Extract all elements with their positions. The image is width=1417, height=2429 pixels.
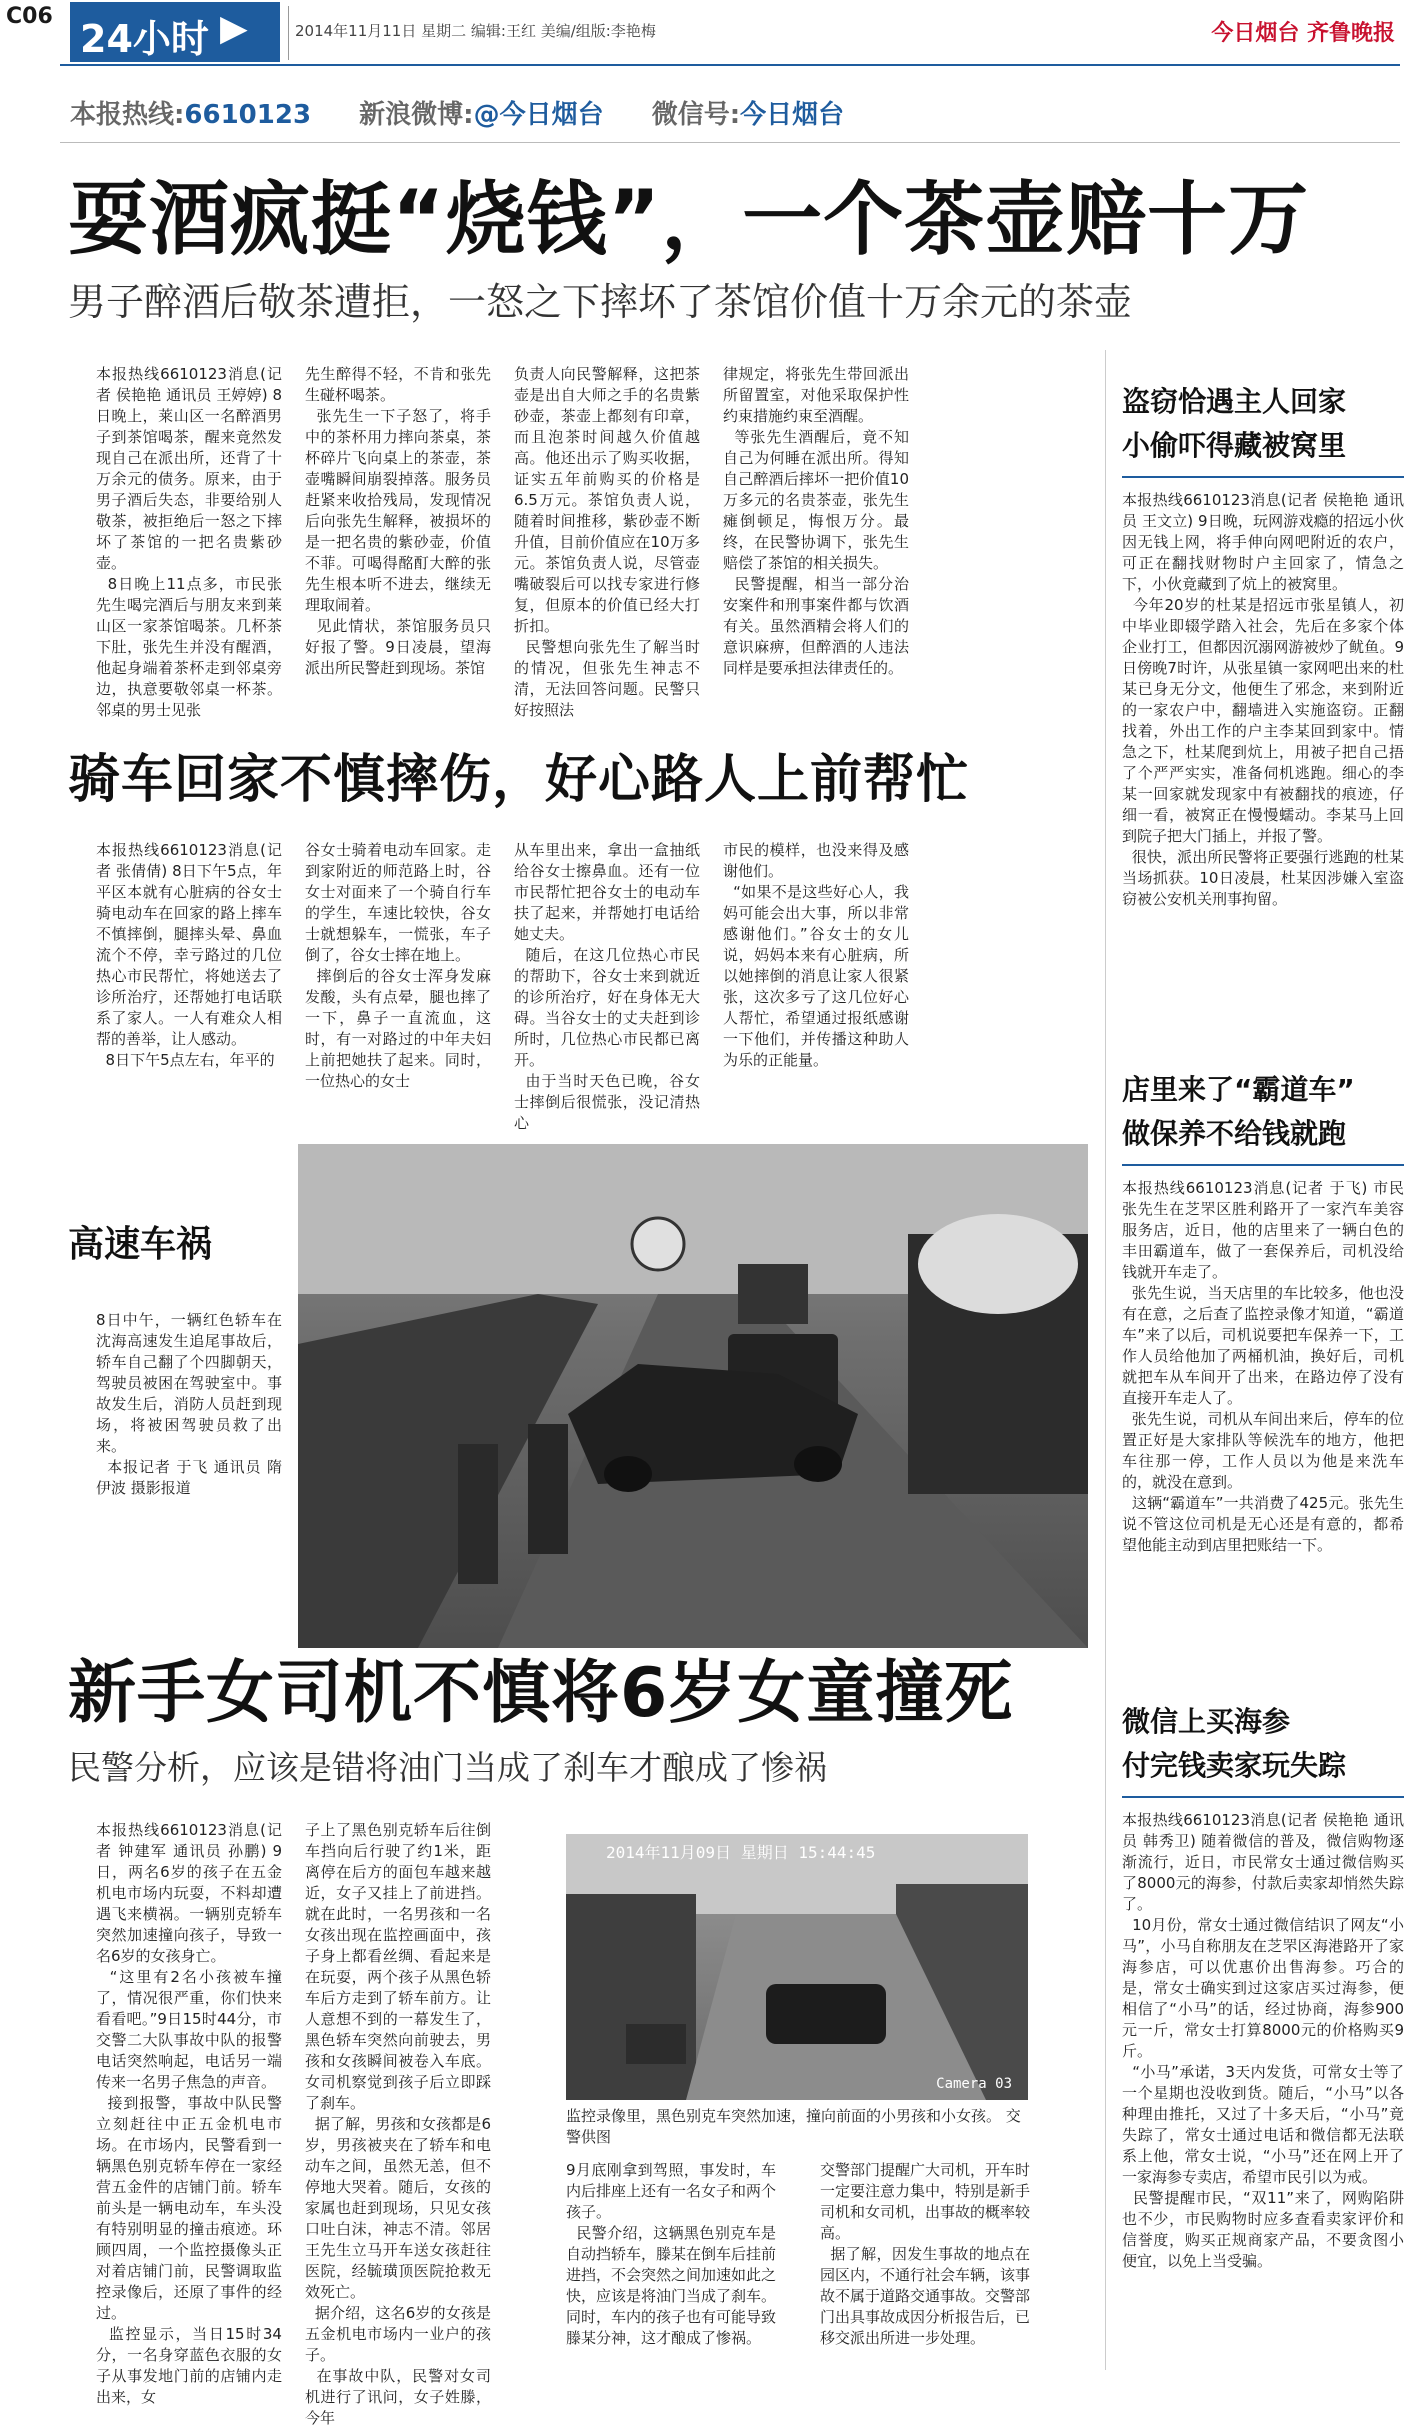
accident-photo-illustration	[298, 1144, 1088, 1648]
sidebar-item-3-title: 微信上买海参 付完钱卖家玩失踪	[1122, 1705, 1347, 1782]
hotline-number: 6610123	[184, 100, 312, 130]
section-tag	[70, 2, 280, 62]
story2-headline: 骑车回家不慎摔伤，好心路人上前帮忙	[68, 750, 970, 810]
sidebar-divider	[1105, 350, 1106, 2370]
story1-col-3: 负责人向民警解释，这把茶壶是出自大师之手的名贵紫砂壶，茶壶上都刻有印章，而且泡茶时间越久价值越高。他还出示了购买收据，证实五年前购买的价格是6.5万元。茶馆负责人说，随着时间推移，紫砂壶不断升值，目前价值应在10万多元。茶馆负责人说，尽管壶嘴破裂后可以找专家进行修复，但原本的价值已经大打折扣。 民警想向张先生了解当时的情况，但张先生神志不清，无法回答问题。民警只好按照法	[514, 365, 700, 719]
sidebar-item-1	[1122, 380, 1404, 1010]
page-number: C06	[6, 4, 53, 29]
sidebar-item-3-rule	[1122, 1796, 1404, 1798]
hotline-label: 本报热线:	[70, 100, 185, 130]
sidebar-item-1-rule	[1122, 476, 1404, 478]
header-divider	[288, 6, 289, 60]
story1-col-4: 律规定，将张先生带回派出所留置室，对他采取保护性约束措施约束至酒醒。 等张先生酒醒后，竟不知自己为何睡在派出所。得知自己醉酒后摔坏一把价值10万多元的名贵茶壶，张先生瘫倒顿足，悔恨万分。最终，在民警协调下，张先生赔偿了茶馆的相关损失。 民警提醒，相当一部分治安案件和刑事案件都与饮酒有关。虽然酒精会将人们的意识麻痹，但醉酒的人违法同样是要承担法律责任的。	[723, 365, 909, 677]
hotline-rule	[60, 142, 1400, 143]
story3-label: 高速车祸	[68, 1224, 213, 1265]
story2-col-2: 谷女士骑着电动车回家。走到家附近的师范路上时，谷女士对面来了一个骑自行车的学生，车速比较快，谷女士就想躲车，一慌张，车子倒了，谷女士摔在地上。 摔倒后的谷女士浑身发麻发酸，头有点晕，腿也摔了一下，鼻子一直流血，这时，有一对路过的中年夫妇上前把她扶了起来。同时，一位热心的女士	[305, 841, 491, 1090]
story4-subhead: 民警分析，应该是错将油门当成了刹车才酿成了惨祸	[68, 1748, 827, 1787]
story4-col-4: 交警部门提醒广大司机，开车时一定要注意力集中，特别是新手司机和女司机，出事故的概率较高。 据了解，因发生事故的地点在园区内，不通行社会车辆，该事故不属于道路交通事故。交警部门出具事故成因分析报告后，已移交派出所进一步处理。	[820, 2161, 1031, 2347]
sidebar-item-2	[1122, 1068, 1404, 1718]
story4-headline: 新手女司机不慎将6岁女童撞死	[68, 1654, 1014, 1733]
story2-col-4: 市民的模样，也没来得及感谢他们。 “如果不是这些好心人，我妈可能会出大事，所以非常感谢他们。”谷女士的女儿说，妈妈本来有心脏病，所以她摔倒的消息让家人很紧张，这次多亏了这几位好心人帮忙，希望通过报纸感谢一下他们，并传播这种助人为乐的正能量。	[723, 841, 909, 1069]
accident-photo	[298, 1144, 1088, 1648]
section-name: 24小时	[80, 17, 209, 61]
story1-col-1: 本报热线6610123消息(记者 侯艳艳 通讯员 王婷婷) 8日晚上，莱山区一名醉酒男子到茶馆喝茶，醒来竟然发现自己在派出所，还背了十万余元的债务。原来，由于男子酒后失态，非要给别人敬茶，被拒绝后一怒之下摔坏了茶馆的一把名贵紫砂壶。 8日晚上11点多，市民张先生喝完酒后与朋友来到莱山区一家茶馆喝茶。几杯茶下肚，张先生并没有醒酒，他起身端着茶杯走到邻桌旁边，执意要敬邻桌一杯茶。邻桌的男士见张	[96, 365, 282, 719]
story1-headline: 耍酒疯挺“烧钱”，一个茶壶赔十万	[68, 173, 1310, 266]
story3-text: 8日中午，一辆红色轿车在沈海高速发生追尾事故后，轿车自己翻了个四脚朝天，驾驶员被困在驾驶室中。事故发生后，消防人员赶到现场，将被困驾驶员救了出来。 本报记者 于飞 通讯员 隋伊波 摄影报道	[96, 1311, 282, 1497]
sidebar-item-1-title: 盗窃恰遇主人回家 小偷吓得藏被窝里	[1122, 385, 1347, 462]
sidebar-item-1-text: 本报热线6610123消息(记者 侯艳艳 通讯员 王文立) 9日晚，玩网游戏瘾的招远小伙因无钱上网，将手伸向网吧附近的农户，可正在翻找财物时户主回家了，情急之下，小伙竟藏到了炕上的被窝里。 今年20岁的杜某是招远市张星镇人，初中毕业即辍学踏入社会，先后在多家个体企业打工，但都因沉溺网游被炒了鱿鱼。9日傍晚7时许，从张星镇一家网吧出来的杜某已身无分文，他便生了邪念，来到附近的一家农户中，翻墙进入实施盗窃。正翻找着，外出工作的户主李某回到家中。情急之下，杜某爬到炕上，用被子把自己捂了个严严实实，准备伺机逃跑。细心的李某一回家就发现家中有被翻找的痕迹，仔细一看，被窝正在慢慢蠕动。李某马上回到院子把大门插上，并报了警。 很快，派出所民警将正要强行逃跑的杜某当场抓获。10日凌晨，杜某因涉嫌入室盗窃被公安机关刑事拘留。	[1122, 491, 1404, 908]
hotline-bar	[70, 94, 844, 131]
cctv-caption: 监控录像里，黑色别克车突然加速，撞向前面的小男孩和小女孩。 交警供图	[566, 2107, 1021, 2146]
chevron-right-icon: ▶	[220, 8, 248, 49]
story1-subhead: 男子醉酒后敬茶遭拒，一怒之下摔坏了茶馆价值十万余元的茶壶	[68, 280, 1133, 324]
weibo-handle: @今日烟台	[473, 100, 604, 130]
story4-col-1: 本报热线6610123消息(记者 钟建军 通讯员 孙鹏) 9日，两名6岁的孩子在五金机电市场内玩耍，不料却遭遇飞来横祸。一辆别克轿车突然加速撞向孩子，导致一名6岁的女孩身亡。 “这里有2名小孩被车撞了，情况很严重，你们快来看看吧。”9日15时44分，市交警二大队事故中队的报警电话突然响起，电话另一端传来一名男子焦急的声音。 接到报警，事故中队民警立刻赶往中正五金机电市场。在市场内，民警看到一辆黑色别克轿车停在一家经营五金件的店铺门前。轿车前头是一辆电动车，车头没有特别明显的撞击痕迹。环顾四周，一个监控摄像头正对着店铺门前，民警调取监控录像后，还原了事件的经过。 监控显示，当日15时34分，一名身穿蓝色衣服的女子从事发地门前的店铺内走出来，女	[96, 1821, 282, 2406]
header-rule	[60, 64, 1400, 66]
sidebar-item-3-text: 本报热线6610123消息(记者 侯艳艳 通讯员 韩秀卫) 随着微信的普及，微信购物逐渐流行，近日，市民常女士通过微信购买了8000元的海参，付款后卖家却悄然失踪了。 10月份，常女士通过微信结识了网友“小马”，小马自称朋友在芝罘区海港路开了家海参店，可以优惠价出售海参。巧合的是，常女士确实到过这家店买过海参，便相信了“小马”的话，经过协商，海参900元一斤，常女士打算8000元的价格购买9斤。 “小马”承诺，3天内发货，可常女士等了一个星期也没收到货。随后，“小马”以各种理由推托，又过了十多天后，“小马”竟失踪了，常女士通过电话和微信都无法联系上他，常女士说，“小马”还在网上开了一家海参专卖店，希望市民引以为戒。 民警提醒市民，“双11”来了，网购陷阱也不少，市民购物时应多查看卖家评价和信誉度，购买正规商家产品，不要贪图小便宜，以免上当受骗。	[1122, 1811, 1404, 2270]
story2-col-1: 本报热线6610123消息(记者 张倩倩) 8日下午5点，年平区本就有心脏病的谷女士骑电动车在回家的路上摔车不慎摔倒，腿摔头晕、鼻血流个不停，幸亏路过的几位热心市民帮忙，将她送去了诊所治疗，还帮她打电话联系了家人。一人有难众人相帮的善举，让人感动。 8日下午5点左右，年平的	[96, 841, 282, 1069]
story1-col-2: 先生醉得不轻，不肯和张先生碰杯喝茶。 张先生一下子怒了，将手中的茶杯用力摔向茶桌，茶杯碎片飞向桌上的茶壶，茶壶嘴瞬间崩裂掉落。服务员赶紧来收拾残局，发现情况后向张先生解释，被损坏的是一把名贵的紫砂壶，价值不菲。可喝得酩酊大醉的张先生根本听不进去，继续无理取闹着。 见此情状，茶馆服务员只好报了警。9日凌晨，望海派出所民警赶到现场。茶馆	[305, 365, 491, 677]
wechat-label: 微信号:	[651, 100, 741, 130]
cctv-illustration	[566, 1834, 1028, 2100]
cctv-photo	[566, 1834, 1028, 2100]
sidebar-item-2-text: 本报热线6610123消息(记者 于飞) 市民张先生在芝罘区胜利路开了一家汽车美容服务店，近日，他的店里来了一辆白色的丰田霸道车，做了一套保养后，司机没给钱就开车走了。 张先生说，当天店里的车比较多，他也没有在意，之后查了监控录像才知道，“霸道车”来了以后，司机说要把车保养一下，工作人员给他加了两桶机油，换好后，司机就把车从车间开了出来，在路边停了没有直接开车走人了。 张先生说，司机从车间出来后，停车的位置正好是大家排队等候洗车的地方，他把车往那一停，工作人员以为他是来洗车的，就没在意到。 这辆“霸道车”一共消费了425元。张先生说不管这位司机是无心还是有意的，都希望他能主动到店里把账结一下。	[1122, 1179, 1404, 1554]
story4-col-3: 9月底刚拿到驾照，事发时，车内后排座上还有一名女子和两个孩子。 民警介绍，这辆黑色别克车是自动挡轿车，滕某在倒车后挂前进挡，不会突然之间加速如此之快，应该是将油门当成了刹车。同时，车内的孩子也有可能导致滕某分神，这才酿成了惨祸。	[566, 2161, 777, 2347]
sidebar-item-2-rule	[1122, 1164, 1404, 1166]
newspaper-brand: 今日烟台 齐鲁晚报	[1211, 21, 1395, 46]
sidebar-item-2-title: 店里来了“霸道车” 做保养不给钱就跑	[1122, 1073, 1355, 1150]
story4-col-2: 子上了黑色别克轿车后往倒车挡向后行驶了约1米，距离停在后方的面包车越来越近，女子又挂上了前进挡。就在此时，一名男孩和一名女孩出现在监控画面中，孩子身上都看丝绸、看起来是在玩耍，两个孩子从黑色轿车后方走到了轿车前方。让人意想不到的一幕发生了，黑色轿车突然向前驶去，男孩和女孩瞬间被卷入车底。女司机察觉到孩子后立即踩了刹车。 据了解，男孩和女孩都是6岁，男孩被夹在了轿车和电动车之间，虽然无恙，但不停地大哭着。随后，女孩的家属也赶到现场，只见女孩口吐白沫，神志不清。邻居王先生立马开车送女孩赶往医院，经毓璜顶医院抢救无效死亡。 据介绍，这名6岁的女孩是五金机电市场内一业户的孩子。 在事故中队，民警对女司机进行了讯问，女子姓滕，今年	[305, 1821, 492, 2427]
sidebar-item-3	[1122, 1700, 1404, 2370]
weibo-label: 新浪微博:	[359, 100, 474, 130]
story2-col-3: 从车里出来，拿出一盒抽纸给谷女士擦鼻血。还有一位市民帮忙把谷女士的电动车扶了起来，并帮她打电话给她丈夫。 随后，在这几位热心市民的帮助下，谷女士来到就近的诊所治疗，好在身体无大碍。当谷女士的丈夫赶到诊所时，几位热心市民都已离开。 由于当时天色已晚，谷女士摔倒后很慌张，没记清热心	[514, 841, 700, 1132]
cctv-camera-label: Camera 03	[936, 2076, 1012, 2092]
wechat-id: 今日烟台	[740, 100, 845, 130]
cctv-timestamp: 2014年11月09日 星期日 15:44:45	[606, 1843, 876, 1862]
dateline: 2014年11月11日 星期二 编辑:王红 美编/组版:李艳梅	[295, 22, 656, 40]
